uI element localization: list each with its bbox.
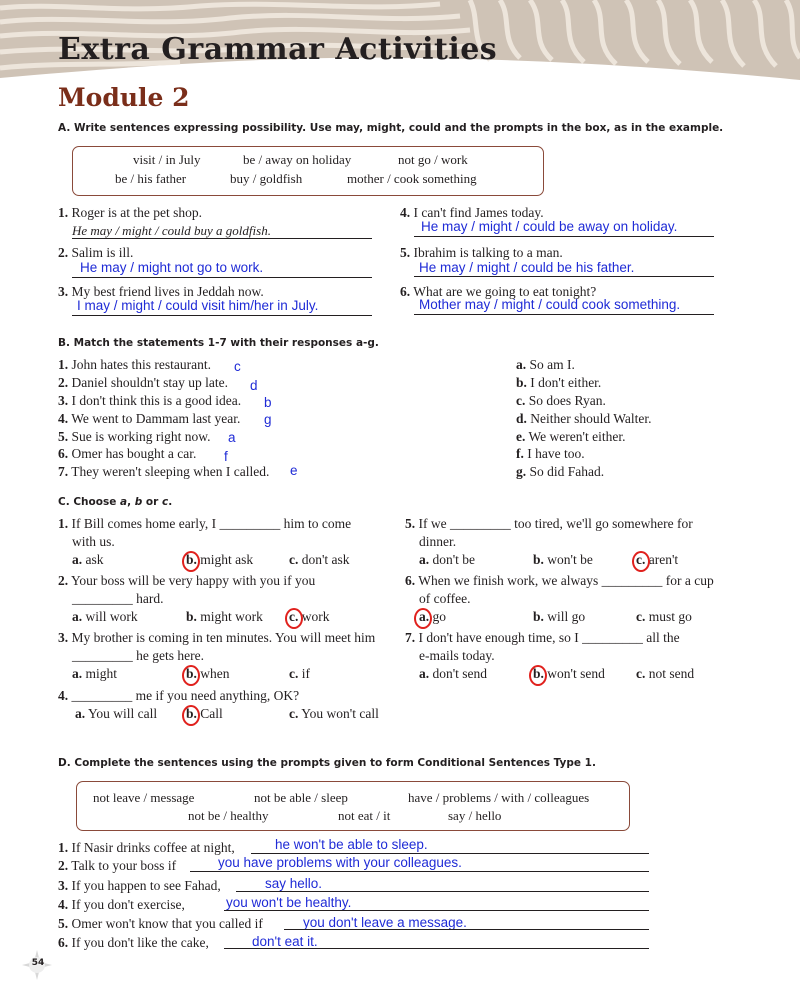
section-d-item: 5. Omer won't know that you called if [58,916,263,931]
section-c-question-3: 3. My brother is coming in ten minutes. You will meet him [58,630,376,645]
option-a[interactable]: a. go [419,609,446,624]
section-a-instruction [58,122,723,134]
word-box-item: not eat / it [338,808,391,823]
answer-text: say hello. [265,876,323,891]
answer-text: he won't be able to sleep. [275,837,428,852]
selected-answer-circle [182,705,200,726]
section-b-statement: 2. Daniel shouldn't stay up late. [58,375,229,390]
selected-answer-circle [529,665,547,686]
section-b-response: e. We weren't either. [516,429,626,444]
answer-line [190,871,649,872]
option-b[interactable]: b. when [186,666,230,681]
selected-answer-circle [182,551,200,572]
option-b[interactable]: b. will go [533,609,586,624]
section-d-item: 6. If you don't like the cake, [58,935,209,950]
answer-text: you won't be healthy. [226,895,352,910]
section-c-question-7: 7. I don't have enough time, so I _________ all the [405,630,680,645]
section-d-item: 2. Talk to your boss if [58,858,177,873]
section-d-item: 4. If you don't exercise, [58,897,185,912]
selected-answer-circle [414,608,432,629]
answer-text: Mother may / might / could cook something. [419,297,681,312]
option-a[interactable]: a. don't send [419,666,488,681]
answer-line [236,891,649,892]
answer-line [414,276,714,277]
section-b-response: f. I have too. [516,446,585,461]
option-a[interactable]: a. don't be [419,552,476,567]
option-b[interactable]: b. might ask [186,552,254,567]
selected-answer-circle [285,608,303,629]
section-c-question-5: 5. If we _________ too tired, we'll go somewhere for [405,516,693,531]
section-b-response: g. So did Fahad. [516,464,605,479]
section-c-question-1: 1. If Bill comes home early, I _________ him to come [58,516,352,531]
module-title: Module 2 [58,83,190,112]
section-d-item: 1. If Nasir drinks coffee at night, [58,840,235,855]
answer-line [251,853,649,854]
section-b-statement: 5. Sue is working right now. [58,429,211,444]
match-answer: f [224,449,228,464]
section-a-item-2: 2. Salim is ill. [58,245,134,260]
option-c[interactable]: c. must go [636,609,692,624]
section-b-statement: 1. John hates this restaurant. [58,357,211,372]
word-box-item: not be / healthy [188,808,269,823]
section-a-item-4: 4. I can't find James today. [400,205,544,220]
option-b[interactable]: b. won't be [533,552,593,567]
answer-text: you have problems with your colleagues. [218,855,462,870]
match-answer: e [290,463,298,478]
word-box-item: visit / in July [133,152,201,167]
section-b-statement: 6. Omer has bought a car. [58,446,197,461]
section-d-item: 3. If you happen to see Fahad, [58,878,221,893]
answer-line [414,314,714,315]
option-c[interactable]: c. don't ask [289,552,350,567]
word-box-item: say / hello [448,808,502,823]
word-box-item: not go / work [398,152,468,167]
answer-text: He may / might / could be away on holiday. [421,219,678,234]
section-b-statement: 3. I don't think this is a good idea. [58,393,242,408]
section-c-question-2: 2. Your boss will be very happy with you if you [58,573,316,588]
answer-line [72,315,372,316]
question-continuation: of coffee. [419,591,471,606]
answer-text: you don't leave a message. [303,915,467,930]
section-b-statement: 7. They weren't sleeping when I called. [58,464,270,479]
section-b-instruction: B. Match the statements 1-7 with their responses a-g. [58,337,379,349]
option-a[interactable]: a. will work [72,609,138,624]
answer-line [284,929,649,930]
section-b-response: c. So does Ryan. [516,393,606,408]
question-continuation: _________ hard. [72,591,164,606]
option-a[interactable]: a. ask [72,552,104,567]
section-a-item-3: 3. My best friend lives in Jeddah now. [58,284,264,299]
word-box-item: buy / goldfish [230,171,303,186]
option-c[interactable]: c. aren't [636,552,679,567]
page-title: Extra Grammar Activities [58,32,498,67]
section-b-response: d. Neither should Walter. [516,411,652,426]
section-a-item-5: 5. Ibrahim is talking to a man. [400,245,563,260]
page-number: 54 [31,958,45,968]
answer-text: He may / might not go to work. [80,260,264,275]
answer-line [224,910,649,911]
section-d-instruction: D. Complete the sentences using the prompts given to form Conditional Sentences Type 1. [58,757,596,769]
option-b[interactable]: b. won't send [533,666,605,681]
word-box-item: be / his father [115,171,187,186]
answer-line [224,948,649,949]
word-box-item: not be able / sleep [254,790,348,805]
word-box-item: mother / cook something [347,171,477,186]
section-b-statement: 4. We went to Dammam last year. [58,411,241,426]
question-continuation: _________ he gets here. [72,648,204,663]
option-c[interactable]: c. You won't call [289,706,379,721]
match-answer: d [250,378,258,393]
option-a[interactable]: a. might [72,666,118,681]
word-box-item: have / problems / with / colleagues [408,790,590,805]
question-continuation: with us. [72,534,115,549]
section-c-question-4: 4. _________ me if you need anything, OK? [58,688,300,703]
match-answer: c [234,359,241,374]
section-a-item-1: 1. Roger is at the pet shop. [58,205,202,220]
section-a-item-6: 6. What are we going to eat tonight? [400,284,597,299]
answer-text: He may / might / could be his father. [419,260,635,275]
answer-line [72,277,372,278]
option-b[interactable]: b. Call [186,706,223,721]
option-c[interactable]: c. if [289,666,310,681]
question-continuation: e-mails today. [419,648,495,663]
section-b-response: b. I don't either. [516,375,602,390]
match-answer: g [264,412,272,427]
option-a[interactable]: a. You will call [75,706,158,721]
section-b-response: a. So am I. [516,357,575,372]
option-c[interactable]: c. not send [636,666,695,681]
section-c-question-6: 6. When we finish work, we always _________ for a cup [405,573,714,588]
match-answer: b [264,395,272,410]
section-c-instruction: C. Choose a, b or c. [58,496,173,508]
section-a-instruction-text: A. Write sentences expressing possibility. Use may, might, could and the prompts in the box, as in the example. [58,122,724,134]
section-a-example: He may / might / could buy a goldfish. [72,223,271,238]
selected-answer-circle [632,551,650,572]
question-continuation: dinner. [419,534,457,549]
word-box-item: be / away on holiday [243,152,352,167]
selected-answer-circle [182,665,200,686]
answer-text: I may / might / could visit him/her in July. [77,298,319,313]
answer-line [414,236,714,237]
match-answer: a [228,430,236,445]
word-box-item: not leave / message [93,790,195,805]
answer-text: don't eat it. [252,934,318,949]
answer-line [72,238,372,239]
option-b[interactable]: b. might work [186,609,263,624]
option-c[interactable]: c. work [289,609,330,624]
